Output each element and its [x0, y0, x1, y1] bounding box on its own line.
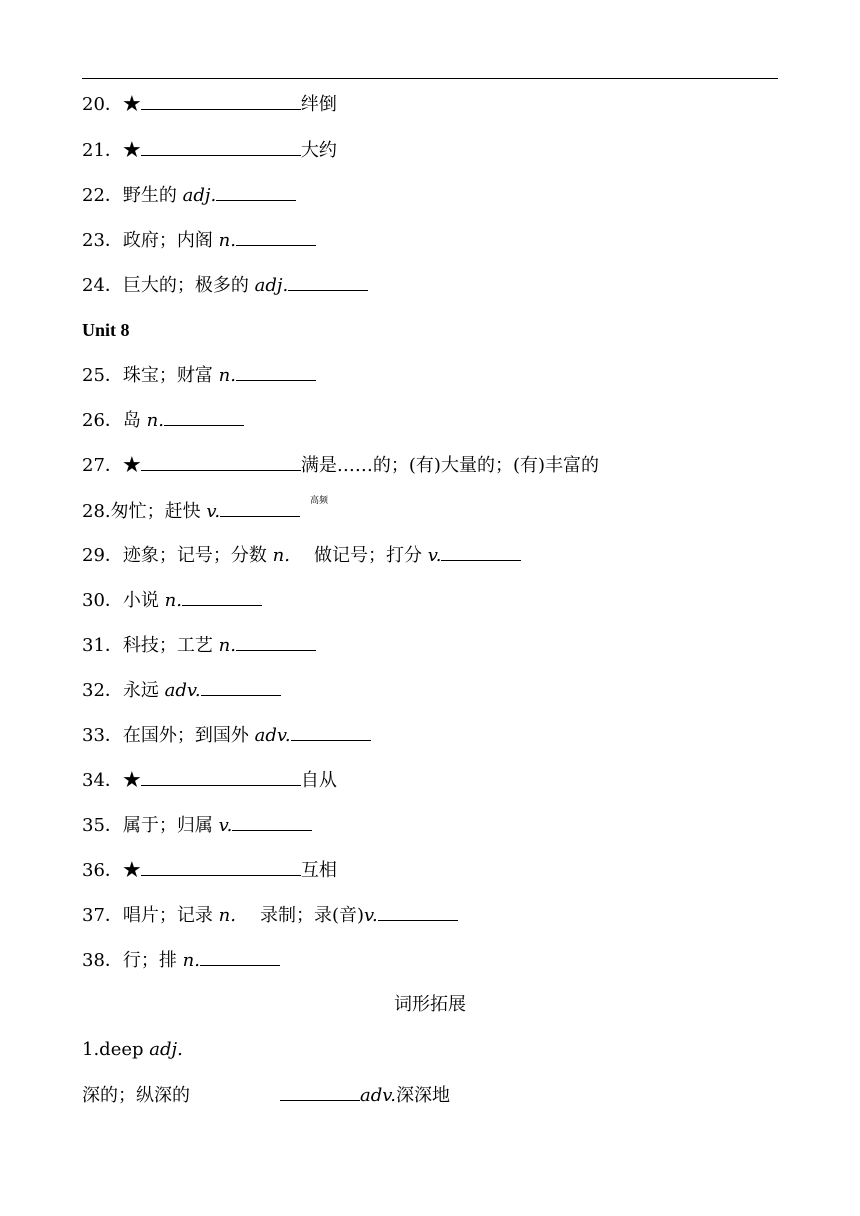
item-meaning: 政府；内阁	[122, 230, 219, 251]
item-meaning: 匆忙；赶快	[110, 501, 207, 522]
answer-blank[interactable]	[232, 813, 312, 831]
item-number: 27．	[82, 455, 123, 476]
list-item	[82, 273, 368, 298]
answer-blank[interactable]	[236, 363, 316, 381]
part-of-speech: n.	[218, 905, 236, 926]
item-meaning: 科技；工艺	[122, 635, 219, 656]
list-item	[82, 633, 316, 658]
star-icon: ★	[122, 455, 141, 476]
item-number: 20．	[82, 94, 123, 115]
item-number: 35．	[82, 815, 123, 836]
item-number: 21．	[82, 140, 123, 161]
part-of-speech: n.	[272, 545, 290, 566]
item-meaning: 珠宝；财富	[122, 365, 219, 386]
part-of-speech: adj.	[149, 1039, 183, 1060]
unit-heading: Unit 8	[82, 320, 130, 340]
answer-blank[interactable]	[182, 588, 262, 606]
answer-blank[interactable]	[141, 453, 301, 471]
star-icon: ★	[122, 140, 141, 161]
answer-blank[interactable]	[378, 903, 458, 921]
headword-meaning: 深的；纵深的	[82, 1085, 190, 1106]
item-meaning: 行；排	[122, 950, 183, 971]
target-meaning: 深深地	[396, 1085, 451, 1106]
word-form-row	[82, 1083, 450, 1108]
list-item	[82, 138, 337, 163]
answer-blank[interactable]	[141, 768, 301, 786]
word-form-item	[82, 1038, 183, 1062]
part-of-speech: n.	[218, 635, 236, 656]
answer-blank[interactable]	[236, 228, 316, 246]
list-item	[82, 499, 300, 524]
item-number: 29．	[82, 545, 123, 566]
part-of-speech-2: v.	[427, 545, 442, 566]
answer-blank[interactable]	[201, 678, 281, 696]
item-number: 38．	[82, 950, 123, 971]
item-meaning: 岛	[122, 410, 147, 431]
answer-blank[interactable]	[280, 1083, 360, 1101]
item-meaning: 永远	[122, 680, 165, 701]
list-item	[82, 678, 281, 703]
list-item	[82, 813, 312, 838]
item-meaning: 唱片；记录	[122, 905, 219, 926]
item-number: 30．	[82, 590, 123, 611]
item-meaning: 满是……的；(有)大量的；(有)丰富的	[300, 455, 599, 476]
answer-blank[interactable]	[141, 138, 301, 156]
part-of-speech: n.	[182, 950, 200, 971]
item-number: 28.	[82, 501, 111, 522]
answer-blank[interactable]	[288, 273, 368, 291]
frequency-note: 高频	[310, 496, 329, 506]
star-icon: ★	[122, 770, 141, 791]
part-of-speech: n.	[164, 590, 182, 611]
item-meaning: 绊倒	[300, 94, 337, 115]
item-number: 32．	[82, 680, 123, 701]
target-part-of-speech: adv.	[360, 1085, 397, 1106]
item-number: 23．	[82, 230, 123, 251]
list-item	[82, 543, 521, 568]
list-item	[82, 408, 244, 433]
item-number: 25．	[82, 365, 123, 386]
list-item	[82, 858, 337, 883]
part-of-speech: adv.	[254, 725, 291, 746]
item-meaning: 迹象；记号；分数	[122, 545, 273, 566]
answer-blank[interactable]	[200, 948, 280, 966]
part-of-speech-2: v.	[364, 905, 378, 926]
section-title: 词形拓展	[394, 994, 466, 1015]
part-of-speech: v.	[218, 815, 233, 836]
item-meaning: 自从	[300, 770, 337, 791]
answer-blank[interactable]	[236, 633, 316, 651]
part-of-speech: adv.	[164, 680, 201, 701]
answer-blank[interactable]	[441, 543, 521, 561]
item-meaning: 野生的	[122, 185, 183, 206]
item-number: 34．	[82, 770, 123, 791]
answer-blank[interactable]	[141, 92, 301, 110]
list-item	[82, 92, 337, 117]
part-of-speech: adj.	[254, 275, 289, 296]
answer-blank[interactable]	[164, 408, 244, 426]
part-of-speech: n.	[218, 365, 236, 386]
star-icon: ★	[122, 860, 141, 881]
item-meaning: 互相	[300, 860, 337, 881]
list-item	[82, 588, 262, 613]
list-item	[82, 948, 280, 973]
item-number: 22．	[82, 185, 123, 206]
list-item	[82, 183, 296, 208]
answer-blank[interactable]	[291, 723, 371, 741]
part-of-speech: adj.	[182, 185, 217, 206]
part-of-speech: n.	[218, 230, 236, 251]
list-item	[82, 228, 316, 253]
item-meaning: 在国外；到国外	[122, 725, 255, 746]
part-of-speech: v.	[206, 501, 221, 522]
list-item	[82, 723, 371, 748]
item-number: 37．	[82, 905, 123, 926]
item-meaning-2: 做记号；打分	[313, 545, 428, 566]
list-item	[82, 768, 337, 793]
answer-blank[interactable]	[220, 499, 300, 517]
list-item	[82, 453, 599, 478]
answer-blank[interactable]	[216, 183, 296, 201]
list-item	[82, 903, 458, 928]
part-of-speech: n.	[146, 410, 164, 431]
list-item	[82, 363, 316, 388]
answer-blank[interactable]	[141, 858, 301, 876]
item-number: 26．	[82, 410, 123, 431]
header-rule	[82, 78, 778, 79]
item-number: 31．	[82, 635, 123, 656]
item-meaning: 属于；归属	[122, 815, 219, 836]
item-meaning-2: 录制；录(音)	[259, 905, 365, 926]
item-meaning: 小说	[122, 590, 165, 611]
item-number: 36．	[82, 860, 123, 881]
item-meaning: 巨大的；极多的	[122, 275, 255, 296]
item-number: 24．	[82, 275, 123, 296]
headword: 1.deep	[82, 1039, 150, 1060]
item-meaning: 大约	[300, 140, 337, 161]
star-icon: ★	[122, 94, 141, 115]
item-number: 33．	[82, 725, 123, 746]
